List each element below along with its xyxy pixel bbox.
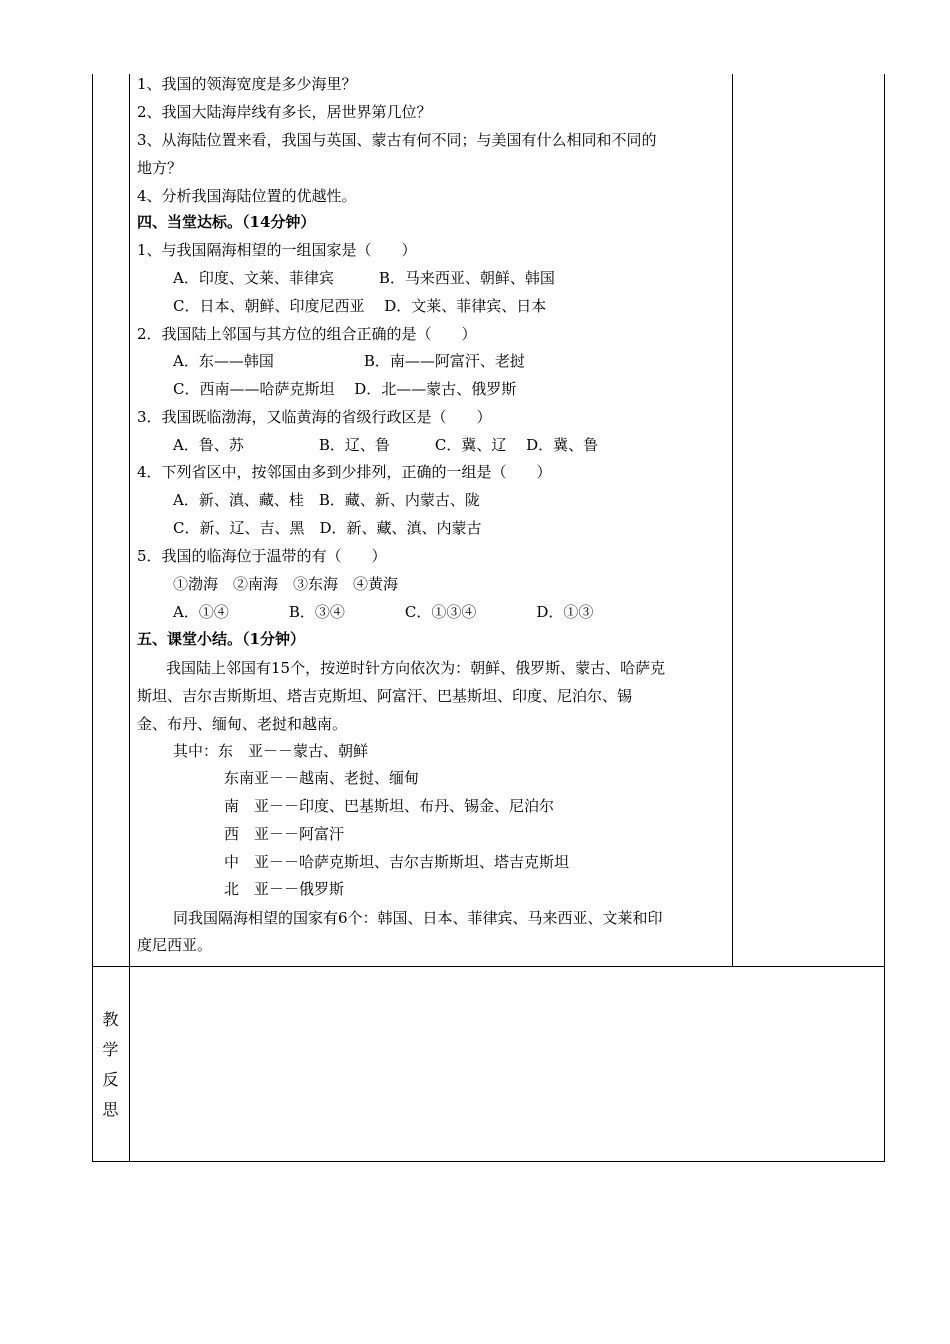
quiz-options: A．①④ B．③④ C．①③④ D．①③ [173, 603, 594, 621]
quiz-options: A．鲁、苏 B．辽、鲁 C．冀、辽 D．冀、鲁 [173, 436, 599, 454]
summary-region-line: 其中：东 亚－－蒙古、朝鲜 [173, 742, 369, 760]
quiz-question: 4．下列省区中，按邻国由多到少排列，正确的一组是（ ） [137, 463, 552, 481]
quiz-question: 1、与我国隔海相望的一组国家是（ ） [137, 241, 417, 259]
quiz-question: 3．我国既临渤海，又临黄海的省级行政区是（ ） [137, 408, 492, 426]
quiz-options: C．日本、朝鲜、印度尼西亚 D．文莱、菲律宾、日本 [173, 297, 547, 315]
question-line: 地方？ [137, 159, 183, 177]
question-line: 3、从海陆位置来看，我国与英国、蒙古有何不同；与美国有什么相同和不同的 [137, 131, 657, 149]
question-line: 4、分析我国海陆位置的优越性。 [137, 187, 357, 205]
table-border-right [884, 74, 885, 1162]
quiz-options: C．西南——哈萨克斯坦 D．北——蒙古、俄罗斯 [173, 380, 517, 398]
question-line: 2、我国大陆海岸线有多长，居世界第几位？ [137, 103, 432, 121]
summary-region-line: 中 亚－－哈萨克斯坦、吉尔吉斯斯坦、塔吉克斯坦 [224, 853, 570, 871]
summary-paragraph-line: 我国陆上邻国有15个，按逆时针方向依次为：朝鲜、俄罗斯、蒙古、哈萨克 [166, 659, 666, 677]
summary-region-line: 西 亚－－阿富汗 [224, 825, 345, 843]
summary-region-line: 东南亚－－越南、老挝、缅甸 [224, 769, 420, 787]
quiz-question: 2．我国陆上邻国与其方位的组合正确的是（ ） [137, 325, 477, 343]
reflection-content-area[interactable] [130, 967, 884, 1161]
summary-region-line: 南 亚－－印度、巴基斯坦、布丹、锡金、尼泊尔 [224, 797, 555, 815]
quiz-options: C．新、辽、吉、黑 D．新、藏、滇、内蒙古 [173, 519, 482, 537]
question-line: 1、我国的领海宽度是多少海里？ [137, 75, 357, 93]
summary-region-line: 北 亚－－俄罗斯 [224, 880, 345, 898]
reflection-label [92, 1005, 129, 1125]
quiz-options: A．印度、文莱、菲律宾 B．马来西亚、朝鲜、韩国 [173, 269, 555, 287]
quiz-question: 5．我国的临海位于温带的有（ ） [137, 547, 387, 565]
summary-paragraph-line: 斯坦、吉尔吉斯斯坦、塔吉克斯坦、阿富汗、巴基斯坦、印度、尼泊尔、锡 [137, 687, 633, 705]
quiz-options: A．新、滇、藏、桂 B．藏、新、内蒙古、陇 [173, 491, 480, 509]
reflection-label-char: 反 [102, 1070, 119, 1089]
reflection-label-char: 思 [102, 1100, 119, 1119]
section-4-title: 四、当堂达标。（14分钟） [137, 213, 316, 231]
table-border-content-right [732, 74, 733, 966]
section-5-title: 五、课堂小结。（1分钟） [137, 630, 305, 648]
table-border-left [92, 74, 93, 1162]
summary-paragraph-line: 同我国隔海相望的国家有6个：韩国、日本、菲律宾、马来西亚、文莱和印 [173, 909, 663, 927]
summary-paragraph-line: 度尼西亚。 [137, 936, 213, 954]
table-border-bottom [92, 1161, 885, 1162]
quiz-options: A．东——韩国 B．南——阿富汗、老挝 [173, 352, 525, 370]
reflection-label-char: 学 [102, 1040, 119, 1059]
reflection-label-char: 教 [102, 1010, 119, 1029]
quiz-items: ①渤海 ②南海 ③东海 ④黄海 [173, 575, 399, 593]
summary-paragraph-line: 金、布丹、缅甸、老挝和越南。 [137, 715, 348, 733]
